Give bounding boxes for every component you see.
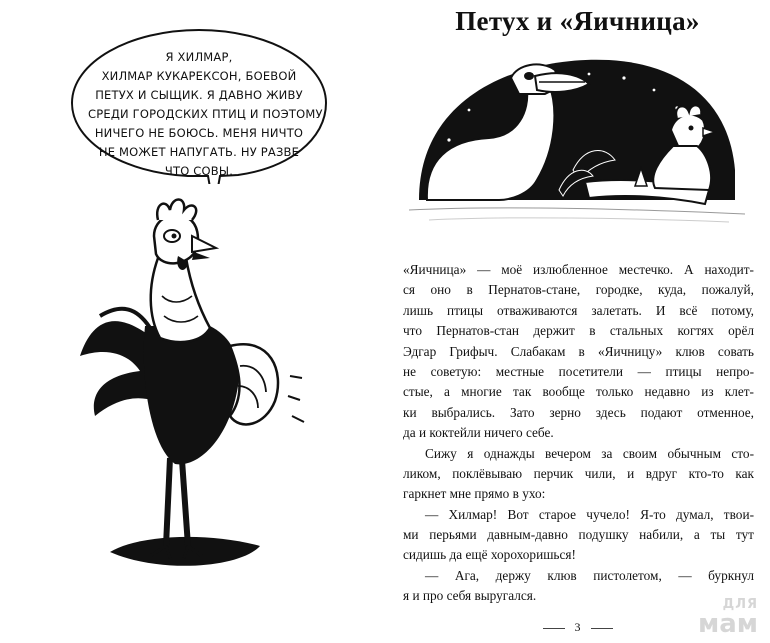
chapter-title: Петух и «Яичница» — [455, 6, 700, 36]
rooster-illustration — [70, 196, 310, 596]
page-number-value: 3 — [574, 620, 581, 634]
text-line: «Яичница» — моё излюбленное местечко. А находит- — [403, 262, 754, 277]
pelican-and-rooster-scene — [409, 50, 745, 228]
text-line: стые, а многие так вообще только недавно из клет- — [403, 384, 754, 400]
text-line: гаркнет мне прямо в ухо: — [403, 486, 546, 502]
watermark-line-2: мам — [697, 609, 758, 639]
text-line: да и коктейли ничего себе. — [403, 425, 554, 441]
page-number-dash-left — [543, 628, 565, 629]
text-line: не советую: местные посетители — птицы непро- — [403, 363, 754, 379]
text-line: я и про себя выругался. — [403, 588, 537, 604]
text-line: ми перьями давным-давно подушку набили, а ты тут — [403, 527, 754, 543]
text-line: — Хилмар! Вот старое чучело! Я-то думал, твои- — [425, 506, 754, 522]
text-line: лишь птицы отваживаются залетать. И всё потому, — [403, 302, 754, 318]
page-number-dash-right — [591, 628, 613, 629]
speech-bubble — [68, 28, 330, 184]
text-line: Сижу я однажды вечером за своим обычным сто- — [425, 445, 754, 461]
right-page — [385, 0, 770, 643]
text-line: что Пернатов-стан держит в стальных когтях орёл — [403, 323, 754, 339]
text-line: Эдгар Грифыч. Слабакам в «Яичницу» клюв совать — [403, 343, 754, 359]
watermark-logo — [698, 598, 758, 637]
body-text — [403, 260, 754, 607]
text-line: ки выбрались. Зато зерно здесь подают отменное, — [403, 404, 754, 420]
watermark-line-1: ДЛЯ — [722, 597, 758, 612]
text-line: сидишь да ещё хорохоришься! — [403, 547, 576, 563]
speech-bubble-text: Я ХИЛМАР, ХИЛМАР КУКАРЕКСОН, БОЕВОЙ ПЕТУХ И СЫЩИК. Я ДАВНО ЖИВУ СРЕДИ ГОРОДСКИХ ПТИЦ И ПОЭТОМУ НИЧЕГО НЕ БОЮСЬ. МЕНЯ НИЧТО НЕ МОЖЕТ НАПУГАТЬ. НУ РАЗВЕ ЧТО СОВЫ. — [88, 50, 323, 178]
text-line: ся оно в Пернатов-стане, городке, куда, пожалуй, — [403, 282, 754, 298]
text-line: ликом, поклёвываю перчик чили, и вдруг кто-то как — [403, 465, 754, 481]
text-line: — Ага, держу клюв пистолетом, — буркнул — [425, 567, 754, 583]
